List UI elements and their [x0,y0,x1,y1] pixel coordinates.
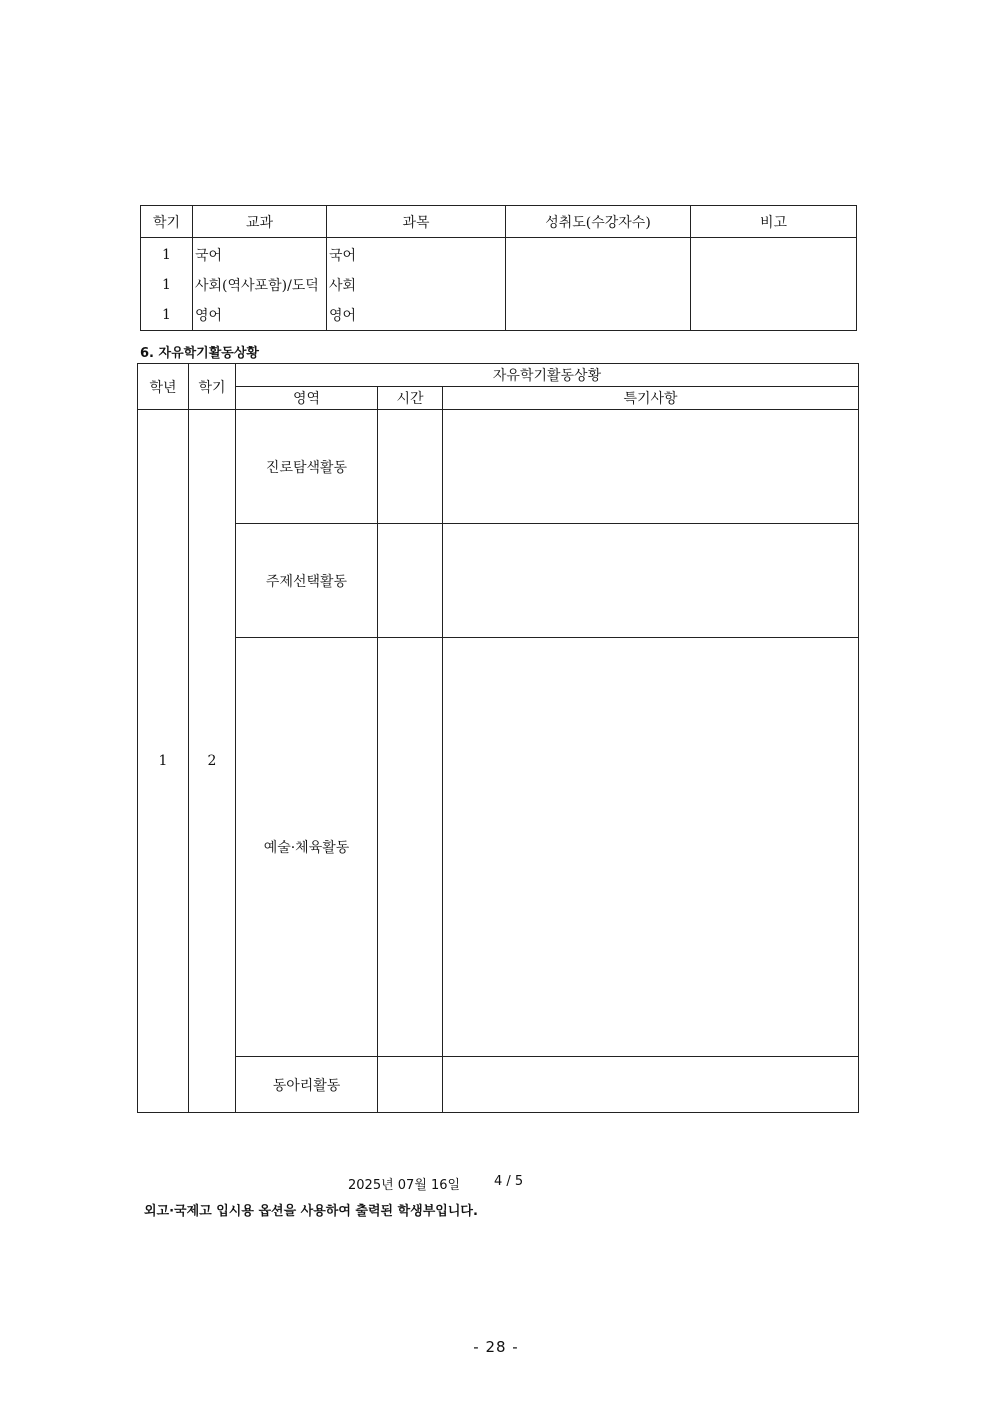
cell-time [378,524,443,638]
header-achievement: 성취도(수강자수) [506,206,691,238]
free-semester-table [137,363,859,1113]
header-note: 비고 [691,206,857,238]
cell-subject: 영어 [327,300,506,331]
header-subject-group: 교과 [193,206,327,238]
cell-note [691,238,857,271]
footer-page-count: 4 / 5 [494,1174,524,1189]
header-remarks: 특기사항 [443,387,859,410]
cell-grade: 1 [138,410,189,1113]
cell-semester: 1 [141,238,193,271]
cell-achievement [506,238,691,271]
cell-remarks [443,524,859,638]
cell-remarks [443,410,859,524]
cell-semester: 1 [141,270,193,300]
header-time: 시간 [378,387,443,410]
free-header-row-2 [138,387,859,410]
header-semester: 학기 [141,206,193,238]
header-area: 영역 [236,387,378,410]
cell-area: 동아리활동 [236,1057,378,1113]
cell-remarks [443,638,859,1057]
cell-time [378,410,443,524]
cell-time [378,1057,443,1113]
section-title: 6. 자유학기활동상황 [140,346,259,361]
header-grade: 학년 [138,364,189,410]
cell-area: 진로탐색활동 [236,410,378,524]
table-row [138,1057,859,1113]
cell-note [691,270,857,300]
header-activity-group: 자유학기활동상황 [236,364,859,387]
grades-header-row [141,206,857,238]
cell-semester: 1 [141,300,193,331]
cell-note [691,300,857,331]
cell-semester: 2 [189,410,236,1113]
cell-area: 예술·체육활동 [236,638,378,1057]
cell-subject-group: 영어 [193,300,327,331]
cell-subject-group: 사회(역사포함)/도덕 [193,270,327,300]
cell-subject: 사회 [327,270,506,300]
table-row [141,300,857,331]
footer-note: 외고·국제고 입시용 옵션을 사용하여 출력된 학생부입니다. [144,1204,478,1219]
footer-date: 2025년 07월 16일 [348,1178,461,1193]
cell-subject: 국어 [327,238,506,271]
page-number: - 28 - [473,1338,519,1356]
free-header-row-1 [138,364,859,387]
table-row [138,410,859,524]
header-semester: 학기 [189,364,236,410]
table-row [141,238,857,271]
cell-time [378,638,443,1057]
table-row [141,270,857,300]
cell-achievement [506,300,691,331]
header-subject: 과목 [327,206,506,238]
cell-remarks [443,1057,859,1113]
cell-area: 주제선택활동 [236,524,378,638]
grades-table [140,205,857,331]
table-row [138,638,859,1057]
cell-achievement [506,270,691,300]
cell-subject-group: 국어 [193,238,327,271]
table-row [138,524,859,638]
